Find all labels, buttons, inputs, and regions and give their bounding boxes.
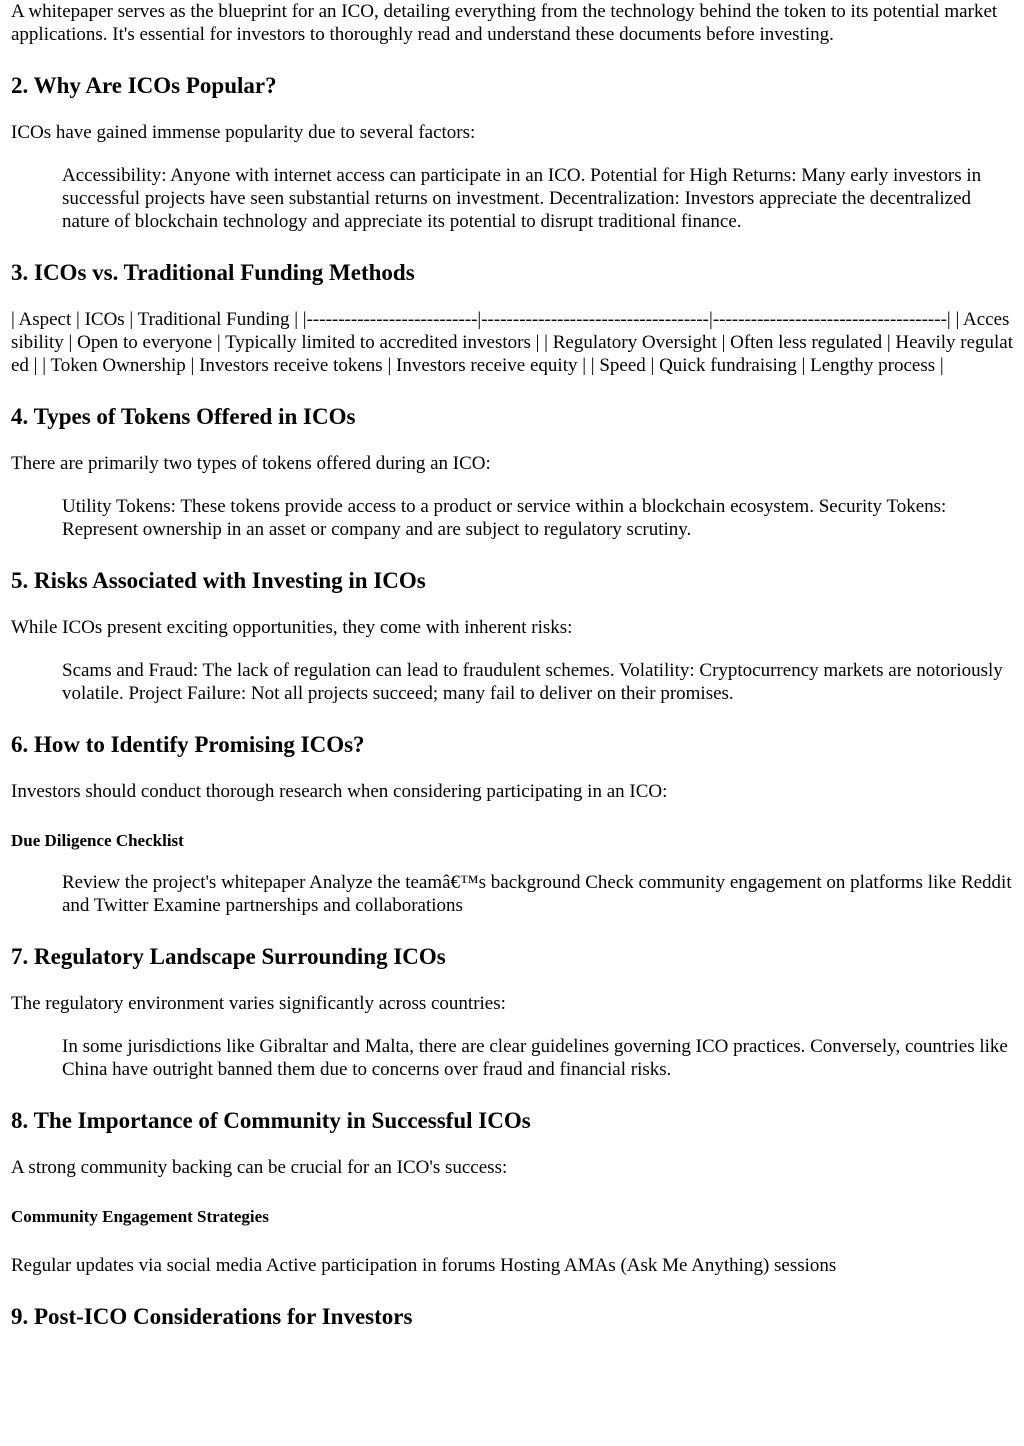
section-heading-why-icos-popular: 2. Why Are ICOs Popular? <box>11 73 277 98</box>
section-heading-icos-vs-traditional: 3. ICOs vs. Traditional Funding Methods <box>11 260 415 285</box>
subheading-due-diligence: Due Diligence Checklist <box>11 831 184 850</box>
section-heading-community: 8. The Importance of Community in Successful ICOs <box>11 1108 531 1133</box>
article-content <box>11 0 1015 1330</box>
whitepaper-paragraph: A whitepaper serves as the blueprint for an ICO, detailing everything from the technology behind the token to its potential market applications. It's essential for investors to thoroughly read and understand these documents before investing. <box>11 1 998 45</box>
paragraph-community-strategies: Regular updates via social media Active participation in forums Hosting AMAs (Ask Me Anything) sessions <box>11 1255 837 1276</box>
section-heading-token-types: 4. Types of Tokens Offered in ICOs <box>11 404 356 429</box>
blockquote-due-diligence: Review the project's whitepaper Analyze the teamâ€™s background Check community engagement on platforms like Reddit and Twitter Examine partnerships and collaborations <box>62 872 1012 916</box>
paragraph-risks-lead: While ICOs present exciting opportunities, they come with inherent risks: <box>11 617 573 638</box>
paragraph-token-types-lead: There are primarily two types of tokens offered during an ICO: <box>11 453 491 474</box>
blockquote-popularity-factors: Accessibility: Anyone with internet access can participate in an ICO. Potential for High Returns: Many early investors in successful projects have seen substantial returns on investment. Decentralization: Investors appreciate the decentralized nature of blockchain technology and appreciate its potential to disrupt traditional finance. <box>62 165 982 232</box>
section-heading-identify-promising: 6. How to Identify Promising ICOs? <box>11 732 365 757</box>
section-heading-post-ico: 9. Post-ICO Considerations for Investors <box>11 1304 413 1329</box>
comparison-table-text: | Aspect | ICOs | Traditional Funding | |---------------------------|------------------------------------|-------------------------------------| | Accessibility | Open to everyone | Typically limited to accredited investors | | Regulatory Oversight | Often less regulated | Heavily regulated | | Token Ownership | Investors receive tokens | Investors receive equity | | Speed | Quick fundraising | Lengthy process | <box>11 309 1014 376</box>
subheading-community-strategies: Community Engagement Strategies <box>11 1207 269 1226</box>
blockquote-token-types: Utility Tokens: These tokens provide access to a product or service within a blockchain ecosystem. Security Tokens: Represent ownership in an asset or company and are subject to regulatory scrutiny. <box>62 496 947 540</box>
paragraph-community-lead: A strong community backing can be crucial for an ICO's success: <box>11 1157 508 1178</box>
paragraph-regulatory-lead: The regulatory environment varies significantly across countries: <box>11 993 506 1014</box>
paragraph-research-lead: Investors should conduct thorough research when considering participating in an ICO: <box>11 781 668 802</box>
section-heading-regulatory: 7. Regulatory Landscape Surrounding ICOs <box>11 944 446 969</box>
section-heading-risks: 5. Risks Associated with Investing in ICOs <box>11 568 426 593</box>
paragraph-popularity-lead: ICOs have gained immense popularity due to several factors: <box>11 122 476 143</box>
blockquote-risks: Scams and Fraud: The lack of regulation can lead to fraudulent schemes. Volatility: Cryptocurrency markets are notoriously volatile. Project Failure: Not all projects succeed; many fail to deliver on their promises. <box>62 660 1003 704</box>
blockquote-regulatory: In some jurisdictions like Gibraltar and Malta, there are clear guidelines governing ICO practices. Conversely, countries like China have outright banned them due to concerns over fraud and financial risks. <box>62 1036 1008 1080</box>
